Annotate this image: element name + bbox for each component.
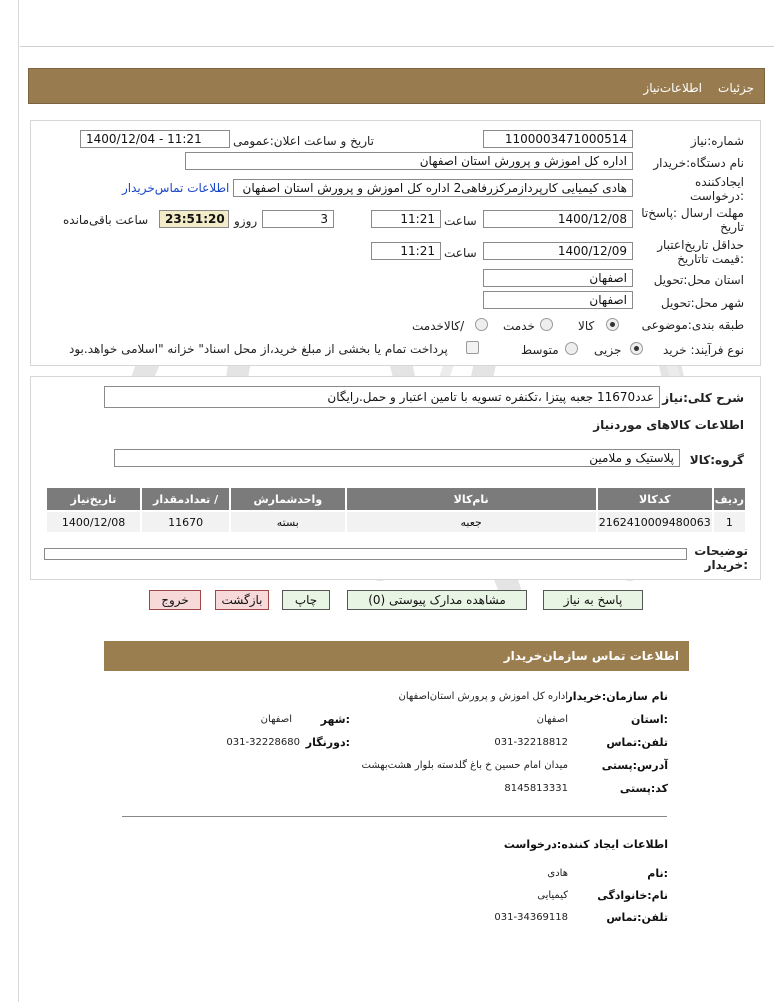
deadline-time-field: 11:21 — [371, 210, 441, 228]
city-label: شهر محل:تحویل — [660, 296, 744, 310]
contact-title: اطلاعات تماس سازمان‌خریدار — [503, 649, 679, 663]
contact-postal-value: 8145813331 — [504, 783, 568, 794]
category-option-goods-service: /کالاخدمت — [412, 319, 465, 333]
contact-separator — [122, 816, 667, 817]
announce-label: تاریخ و ساعت اعلان:عمومی — [232, 134, 374, 148]
buyer-notes-field — [44, 548, 687, 560]
treasury-payment-checkbox[interactable] — [466, 341, 479, 354]
category-radio-service[interactable] — [540, 318, 553, 331]
exit-button[interactable]: خروج — [149, 590, 201, 610]
table-row — [47, 512, 745, 532]
cell-goods-code: 2162410009480063 — [598, 512, 712, 532]
goods-title: اطلاعات کالاهای موردنیاز — [593, 418, 744, 432]
reply-button[interactable]: پاسخ به نیاز — [543, 590, 643, 610]
creator-phone-label: تلفن:تماس — [606, 911, 668, 924]
contact-province-label: :استان — [631, 713, 668, 726]
creator-name-label: :نام — [647, 867, 668, 880]
buyer-org-field: اداره کل اموزش و پرورش استان اصفهان — [185, 152, 633, 170]
category-radio-goods-service[interactable] — [475, 318, 488, 331]
cell-goods-name: جعبه — [347, 512, 596, 532]
attachments-button[interactable]: مشاهده مدارک پیوستی (0) — [347, 590, 527, 610]
col-unit: واحدشمارش — [231, 488, 344, 510]
back-button[interactable]: بازگشت — [215, 590, 269, 610]
contact-fax-value: 031-32228680 — [226, 737, 300, 748]
col-goods-code: کدکالا — [598, 488, 712, 510]
province-label: استان محل:تحویل — [653, 273, 744, 287]
contact-city-label: :شهر — [320, 713, 350, 726]
category-label: طبقه بندی:موضوعی — [641, 318, 744, 332]
col-goods-name: نام‌کالا — [347, 488, 596, 510]
days-label: روزو — [234, 214, 258, 228]
deadline-date-field: 1400/12/08 — [483, 210, 633, 228]
contact-header-bar — [104, 641, 689, 671]
goods-group-field: پلاستیک و ملامین — [114, 449, 680, 467]
contact-province-value: اصفهان — [536, 714, 568, 725]
tab-details[interactable]: جزئیات — [718, 81, 754, 95]
contact-phone-value: 031-32218812 — [494, 737, 568, 748]
contact-address-label: آدرس:پستی — [601, 759, 668, 772]
creator-info-title: اطلاعات ایجاد کننده:درخواست — [503, 838, 668, 851]
table-header-row — [47, 488, 745, 510]
announce-datetime-field: 1400/12/04 - 11:21 — [80, 130, 230, 148]
process-option-medium: متوسط — [521, 343, 559, 357]
need-number-field: 1100003471000514 — [483, 130, 633, 148]
need-number-label: شماره:نیاز — [690, 134, 744, 148]
validity-label-2: :قیمت تا‌تاریخ — [677, 252, 744, 266]
print-button[interactable]: چاپ — [282, 590, 330, 610]
contact-fax-label: :دورنگار — [305, 736, 350, 749]
contact-address-value: میدان امام حسین خ باغ گلدسته بلوار هشت‌بهشت — [361, 760, 568, 771]
validity-date-field: 1400/12/09 — [483, 242, 633, 260]
buyer-notes-label-2: :خریدار — [704, 558, 748, 572]
creator-field: هادی کیمیایی کارپردازمرکزرفاهی2 اداره کل اموزش و پرورش استان اصفهان — [233, 179, 633, 197]
creator-family-value: کیمیایی — [537, 890, 568, 901]
validity-time-field: 11:21 — [371, 242, 441, 260]
treasury-payment-note: پرداخت تمام یا بخشی از مبلغ خرید،از محل اسناد" خزانه "اسلامی خواهد.بود — [69, 342, 448, 356]
process-radio-medium[interactable] — [565, 342, 578, 355]
cell-unit: بسته — [231, 512, 344, 532]
contact-phone-label: تلفن:تماس — [606, 736, 668, 749]
validity-time-label: ساعت — [444, 246, 477, 260]
header-bar — [28, 68, 765, 104]
contact-city-value: اصفهان — [260, 714, 292, 725]
category-radio-goods[interactable] — [606, 318, 619, 331]
category-option-goods: کالا — [578, 319, 595, 333]
buyer-notes-label: توضیحات — [694, 544, 748, 558]
creator-label: ایجادکننده — [695, 175, 744, 189]
deadline-label-2: تاریخ — [720, 220, 744, 234]
remaining-label: ساعت باقی‌مانده — [63, 213, 149, 227]
top-divider — [20, 46, 774, 47]
goods-group-label: گروه:کالا — [689, 453, 744, 467]
buyer-contact-link[interactable]: اطلاعات تماس‌خریدار — [122, 181, 230, 195]
deadline-label: مهلت ارسال :پاسخ‌تا — [641, 206, 744, 220]
col-row-number: ردیف — [714, 488, 745, 510]
left-border-line — [18, 0, 19, 1002]
buyer-org-label: نام دستگاه:خریدار — [653, 156, 744, 170]
tab-need-info[interactable]: اطلاعات‌نیاز — [643, 81, 702, 95]
contact-postal-label: کد:پستی — [619, 782, 668, 795]
cell-need-date: 1400/12/08 — [47, 512, 140, 532]
city-field: اصفهان — [483, 291, 633, 309]
days-field: 3 — [262, 210, 334, 228]
process-label: نوع فرآیند: خرید — [663, 343, 744, 357]
creator-family-label: نام:خانوادگی — [597, 889, 668, 902]
process-radio-minor[interactable] — [630, 342, 643, 355]
creator-name-value: هادی — [547, 868, 568, 879]
cell-quantity: 11670 — [142, 512, 229, 532]
process-option-minor: جزیی — [594, 343, 622, 357]
col-quantity: / تعدادمقدار — [142, 488, 229, 510]
goods-table — [45, 486, 747, 534]
creator-label-2: :درخواست — [690, 189, 744, 203]
creator-phone-value: 031-34369118 — [494, 912, 568, 923]
contact-org-label: نام سازمان:خریدار — [566, 690, 668, 703]
province-field: اصفهان — [483, 269, 633, 287]
summary-field: عدد11670 جعبه پیتزا ،تکنفره تسویه با تامین اعتبار و حمل.رایگان — [104, 386, 660, 408]
col-need-date: تاریخ‌نیاز — [47, 488, 140, 510]
remaining-time-field: 23:51:20 — [159, 210, 229, 228]
cell-row-number: 1 — [714, 512, 745, 532]
validity-label: حداقل تاریخ‌اعتبار — [657, 238, 744, 252]
summary-label: شرح کلی:نیاز — [662, 391, 744, 405]
category-option-service: خدمت — [503, 319, 535, 333]
deadline-time-label: ساعت — [444, 214, 477, 228]
contact-org-value: اداره کل اموزش و پرورش استان‌اصفهان — [398, 691, 568, 702]
